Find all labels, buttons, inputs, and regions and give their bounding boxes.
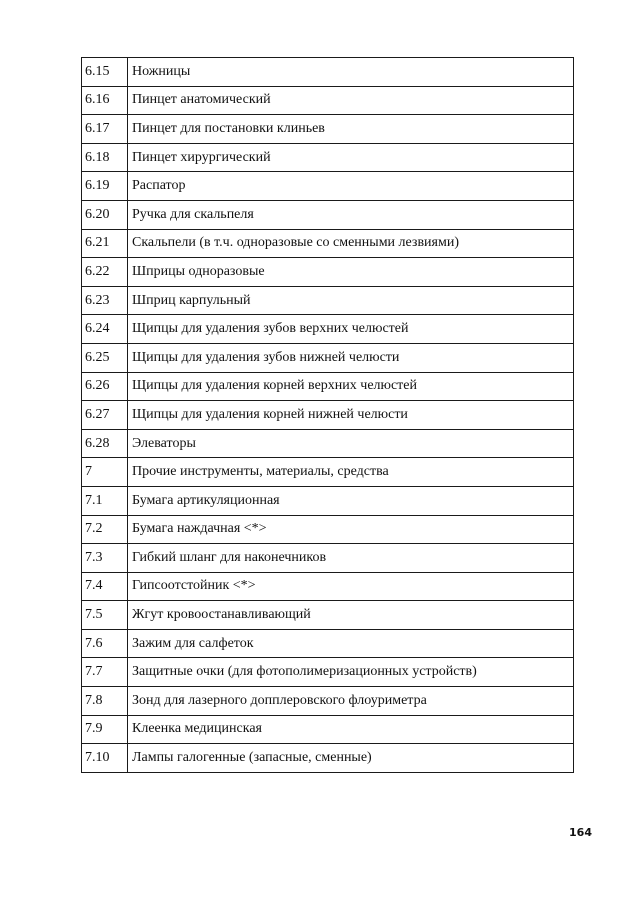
table-row [82, 544, 574, 573]
item-name-cell: Щипцы для удаления зубов верхних челюстей [128, 315, 574, 344]
table-row [82, 143, 574, 172]
item-name-cell: Ножницы [128, 58, 574, 87]
item-number-cell: 7.2 [82, 515, 128, 544]
table-row [82, 458, 574, 487]
item-number-cell: 6.19 [82, 172, 128, 201]
table-row [82, 86, 574, 115]
item-number-cell: 7.10 [82, 744, 128, 773]
item-name-cell: Зонд для лазерного допплеровского флоуриметра [128, 687, 574, 716]
item-number-cell: 6.28 [82, 429, 128, 458]
table-row [82, 486, 574, 515]
item-number-cell: 7.9 [82, 715, 128, 744]
item-number-cell: 7.3 [82, 544, 128, 573]
table-row [82, 315, 574, 344]
table-row [82, 58, 574, 87]
item-name-cell: Лампы галогенные (запасные, сменные) [128, 744, 574, 773]
item-name-cell: Щипцы для удаления зубов нижней челюсти [128, 343, 574, 372]
equipment-table-body [82, 58, 574, 773]
table-row [82, 200, 574, 229]
item-name-cell: Распатор [128, 172, 574, 201]
table-row [82, 744, 574, 773]
item-number-cell: 7.1 [82, 486, 128, 515]
item-name-cell: Бумага наждачная <*> [128, 515, 574, 544]
item-name-cell: Щипцы для удаления корней верхних челюстей [128, 372, 574, 401]
item-number-cell: 7.5 [82, 601, 128, 630]
table-row [82, 286, 574, 315]
item-name-cell: Защитные очки (для фотополимеризационных устройств) [128, 658, 574, 687]
equipment-table [81, 57, 574, 773]
table-row [82, 115, 574, 144]
table-row [82, 658, 574, 687]
item-name-cell: Гибкий шланг для наконечников [128, 544, 574, 573]
item-name-cell: Шприцы одноразовые [128, 258, 574, 287]
item-name-cell: Элеваторы [128, 429, 574, 458]
item-number-cell: 7.8 [82, 687, 128, 716]
item-name-cell: Пинцет для постановки клиньев [128, 115, 574, 144]
table-row [82, 429, 574, 458]
item-number-cell: 7.4 [82, 572, 128, 601]
table-row [82, 258, 574, 287]
item-number-cell: 6.22 [82, 258, 128, 287]
item-number-cell: 6.21 [82, 229, 128, 258]
page-number: 164 [569, 826, 592, 839]
item-name-cell: Щипцы для удаления корней нижней челюсти [128, 401, 574, 430]
item-number-cell: 6.15 [82, 58, 128, 87]
item-number-cell: 7.6 [82, 629, 128, 658]
table-row [82, 515, 574, 544]
item-number-cell: 6.25 [82, 343, 128, 372]
item-name-cell: Пинцет анатомический [128, 86, 574, 115]
item-name-cell: Жгут кровоостанавливающий [128, 601, 574, 630]
table-row [82, 372, 574, 401]
item-name-cell: Клеенка медицинская [128, 715, 574, 744]
item-number-cell: 6.27 [82, 401, 128, 430]
item-number-cell: 6.20 [82, 200, 128, 229]
table-row [82, 229, 574, 258]
item-number-cell: 6.26 [82, 372, 128, 401]
item-name-cell: Зажим для салфеток [128, 629, 574, 658]
item-name-cell: Шприц карпульный [128, 286, 574, 315]
item-number-cell: 6.16 [82, 86, 128, 115]
item-number-cell: 6.23 [82, 286, 128, 315]
table-row [82, 343, 574, 372]
table-row [82, 172, 574, 201]
table-row [82, 687, 574, 716]
item-name-cell: Пинцет хирургический [128, 143, 574, 172]
item-name-cell: Скальпели (в т.ч. одноразовые со сменными лезвиями) [128, 229, 574, 258]
table-row [82, 715, 574, 744]
item-number-cell: 7 [82, 458, 128, 487]
item-name-cell: Прочие инструменты, материалы, средства [128, 458, 574, 487]
table-row [82, 401, 574, 430]
item-name-cell: Гипсоотстойник <*> [128, 572, 574, 601]
item-number-cell: 6.17 [82, 115, 128, 144]
item-number-cell: 7.7 [82, 658, 128, 687]
item-name-cell: Бумага артикуляционная [128, 486, 574, 515]
table-row [82, 629, 574, 658]
item-name-cell: Ручка для скальпеля [128, 200, 574, 229]
table-row [82, 572, 574, 601]
item-number-cell: 6.18 [82, 143, 128, 172]
item-number-cell: 6.24 [82, 315, 128, 344]
table-row [82, 601, 574, 630]
